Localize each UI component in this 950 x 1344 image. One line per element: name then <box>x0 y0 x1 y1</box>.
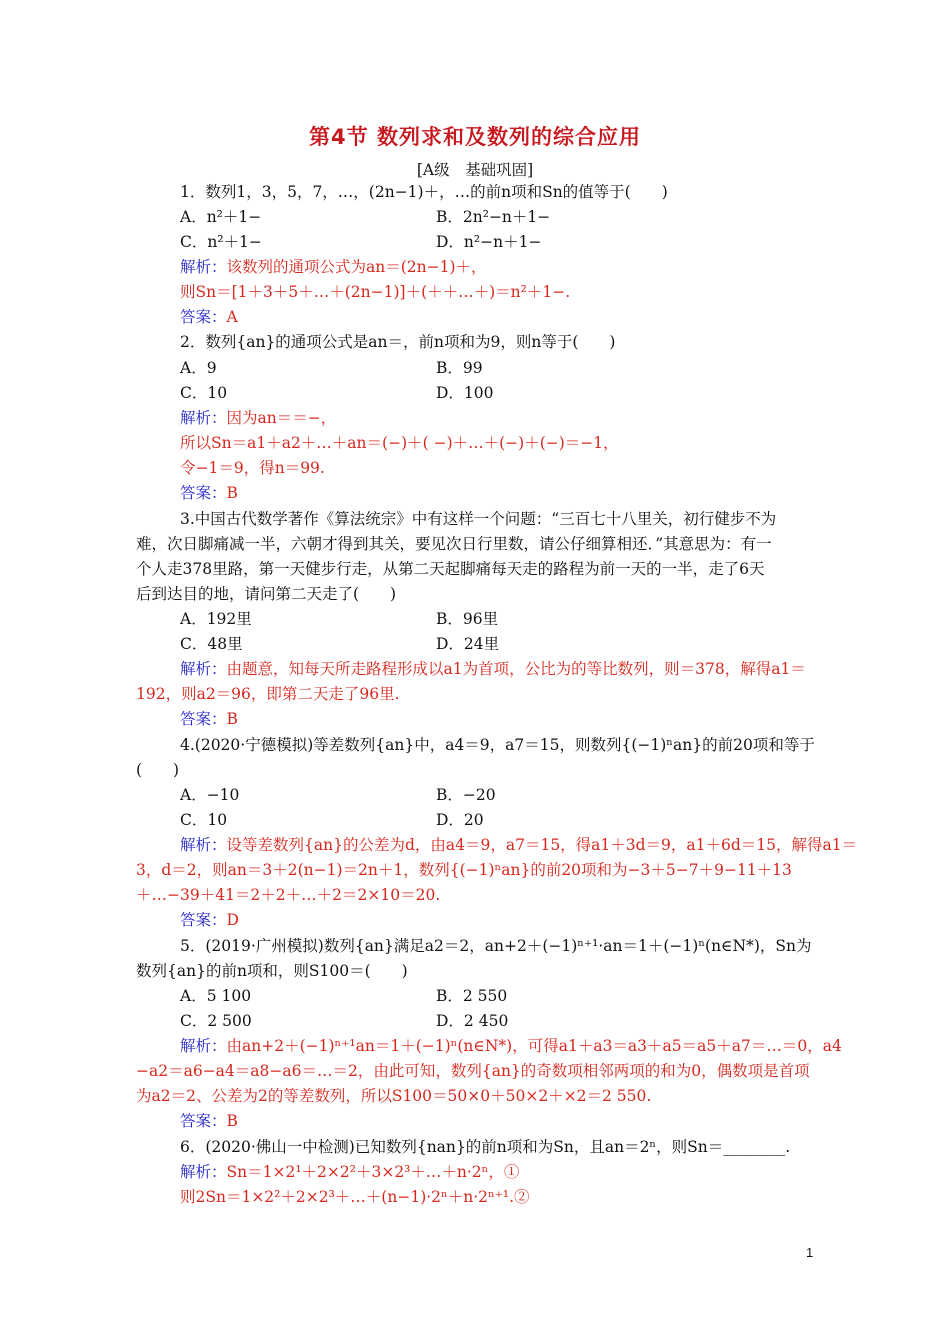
line-text-cont: 设等差数列{an}的公差为d，由a4＝9，a7＝15，得a1＋3d＝9，a1＋6d＝15，解得a1＝ <box>226 836 858 854</box>
line-text: A．192里 <box>180 610 252 628</box>
line-text-cont: Sn＝1×2¹＋2×2²＋3×2³＋…＋n·2ⁿ，① <box>226 1163 520 1181</box>
text-line <box>180 835 857 855</box>
line-text: 答案： <box>180 1112 227 1130</box>
page-title: 第4节 数列求和及数列的综合应用 <box>309 125 641 149</box>
line-text-cont: B <box>226 710 238 728</box>
line-text: B．99 <box>436 359 483 377</box>
line-text: 192，则a2＝96，即第二天走了96里. <box>136 685 400 703</box>
line-text: 则Sn＝[1＋3＋5＋…＋(2n−1)]＋(＋＋…＋)＝n²＋1−. <box>180 283 571 301</box>
line-text: 答案： <box>180 911 227 929</box>
text-line <box>180 1111 238 1131</box>
line-text: B．2n²−n＋1− <box>436 208 551 226</box>
text-line <box>180 735 815 755</box>
text-line <box>180 1036 842 1056</box>
line-text: 解析： <box>180 409 227 427</box>
line-text: C．10 <box>180 384 228 402</box>
line-text: 5．(2019·广州模拟)数列{an}满足a2＝2，an+2＋(−1)ⁿ⁺¹·an＝1＋(−1)ⁿ(n∈N*)，Sn为 <box>180 937 812 955</box>
section-subtitle: [A级 基础巩固] <box>416 161 534 179</box>
text-line <box>180 810 227 830</box>
text-line <box>180 1137 790 1157</box>
text-line <box>180 257 487 277</box>
line-text: C．10 <box>180 811 228 829</box>
text-line <box>180 1011 252 1031</box>
line-text: −a2＝a6−a4＝a8−a6＝…＝2，由此可知，数列{an}的奇数项相邻两项的和为0，偶数项是首项 <box>136 1062 810 1080</box>
line-text: 解析： <box>180 1163 227 1181</box>
line-text: 6．(2020·佛山一中检测)已知数列{nan}的前n项和为Sn，且an＝2ⁿ，则Sn＝________. <box>180 1138 791 1156</box>
line-text-cont: B <box>226 1112 238 1130</box>
text-line <box>180 986 251 1006</box>
text-line <box>180 910 239 930</box>
line-text: D．24里 <box>436 635 500 653</box>
text-line <box>180 358 217 378</box>
text-line <box>436 358 483 378</box>
line-text: D．20 <box>436 811 484 829</box>
line-text: 4.(2020·宁德模拟)等差数列{an}中，a4＝9，a7＝15，则数列{(−1)ⁿan}的前20项和等于 <box>180 736 815 754</box>
text-line <box>436 785 496 805</box>
line-text-cont: 由an+2＋(−1)ⁿ⁺¹an＝1＋(−1)ⁿ(n∈N*)，可得a1＋a3＝a3＋a5＝a5＋a7＝…＝0，a4 <box>226 1037 842 1055</box>
text-line <box>180 709 238 729</box>
line-text: 答案： <box>180 308 227 326</box>
text-line <box>180 232 262 252</box>
text-line <box>180 332 615 352</box>
line-text-cont: D <box>226 911 239 929</box>
text-line <box>436 810 484 830</box>
text-line <box>136 760 179 780</box>
line-text: A．9 <box>180 359 217 377</box>
line-text: 答案： <box>180 710 227 728</box>
line-text: 个人走378里路，第一天健步行走，从第二天起脚痛每天走的路程为前一天的一半，走了6天 <box>136 560 765 578</box>
line-text: B．96里 <box>436 610 499 628</box>
line-text: 3.中国古代数学著作《算法统宗》中有这样一个问题：“三百七十八里关，初行健步不为 <box>180 510 777 528</box>
text-line <box>436 232 541 252</box>
text-line <box>436 1011 508 1031</box>
line-text: 为a2＝2、公差为2的等差数列，所以S100＝50×0＋50×2＋×2＝2 550. <box>136 1087 652 1105</box>
line-text-cont: B <box>226 484 238 502</box>
line-text-cont: 因为an＝＝−， <box>226 409 337 427</box>
text-line <box>180 433 619 453</box>
text-line <box>180 659 806 679</box>
line-text: A．−10 <box>180 786 240 804</box>
line-text-cont: 该数列的通项公式为an＝(2n−1)＋， <box>226 258 487 276</box>
line-text: D．n²−n＋1− <box>436 233 542 251</box>
text-line <box>136 559 764 579</box>
line-text: ( ) <box>136 761 180 779</box>
line-text: 3，d＝2，则an＝3＋2(n−1)＝2n＋1，数列{(−1)ⁿan}的前20项和为−3＋5−7＋9−11＋13 <box>136 861 792 879</box>
line-text-cont: 由题意，知每天所走路程形成以a1为首项，公比为的等比数列，则＝378，解得a1＝ <box>226 660 806 678</box>
line-text-cont: A <box>226 308 238 326</box>
line-text: C．2 500 <box>180 1012 252 1030</box>
line-text: D．2 450 <box>436 1012 509 1030</box>
line-text: C．n²＋1− <box>180 233 262 251</box>
text-line <box>180 483 238 503</box>
text-line <box>436 986 507 1006</box>
line-text: 数列{an}的前n项和，则S100＝( ) <box>136 962 408 980</box>
text-line <box>436 609 498 629</box>
line-text: 解析： <box>180 258 227 276</box>
text-line <box>436 207 550 227</box>
line-text: 后到达目的地，请问第二天走了( ) <box>136 585 397 603</box>
line-text: 令−1＝9，得n＝99. <box>180 459 325 477</box>
line-text: B．2 550 <box>436 987 508 1005</box>
text-line <box>180 609 252 629</box>
text-line <box>180 307 238 327</box>
text-line <box>436 383 494 403</box>
text-line <box>136 534 772 554</box>
text-line <box>180 1187 530 1207</box>
line-text: A．n²＋1− <box>180 208 262 226</box>
line-text: 2．数列{an}的通项公式是an＝，前n项和为9，则n等于( ) <box>180 333 616 351</box>
text-line <box>180 634 243 654</box>
text-line <box>180 785 239 805</box>
text-line <box>136 1061 810 1081</box>
line-text: 所以Sn＝a1＋a2＋…＋an＝(−)＋( −)＋…＋(−)＋(−)＝−1， <box>180 434 619 452</box>
line-text: D．100 <box>436 384 494 402</box>
line-text: 解析： <box>180 660 227 678</box>
text-line <box>136 584 396 604</box>
page-number: 1 <box>806 1245 814 1260</box>
line-text: 1．数列1，3，5，7，…，(2n−1)＋，…的前n项和Sn的值等于( ) <box>180 183 668 201</box>
text-line <box>436 634 499 654</box>
line-text: C．48里 <box>180 635 243 653</box>
text-line <box>180 509 776 529</box>
text-line <box>136 961 408 981</box>
text-line <box>180 458 325 478</box>
text-line <box>180 282 570 302</box>
text-line <box>180 1162 519 1182</box>
text-line <box>180 936 811 956</box>
line-text: A．5 100 <box>180 987 252 1005</box>
text-line <box>136 860 792 880</box>
line-text: 答案： <box>180 484 227 502</box>
text-line <box>136 684 400 704</box>
text-line <box>136 885 440 905</box>
line-text: 解析： <box>180 836 227 854</box>
text-line <box>136 1086 651 1106</box>
line-text: B．−20 <box>436 786 496 804</box>
text-line <box>180 207 261 227</box>
line-text: ＋…−39＋41＝2＋2＋…＋2＝2×10＝20. <box>136 886 441 904</box>
text-line <box>180 383 227 403</box>
line-text: 解析： <box>180 1037 227 1055</box>
line-text: 难，次日脚痛减一半，六朝才得到其关，要见次日行里数，请公仔细算相还．”其意思为：有一 <box>136 535 772 553</box>
text-line <box>180 182 668 202</box>
line-text: 则2Sn＝1×2²＋2×2³＋…＋(n−1)·2ⁿ＋n·2ⁿ⁺¹.② <box>180 1188 530 1206</box>
text-line <box>180 408 336 428</box>
